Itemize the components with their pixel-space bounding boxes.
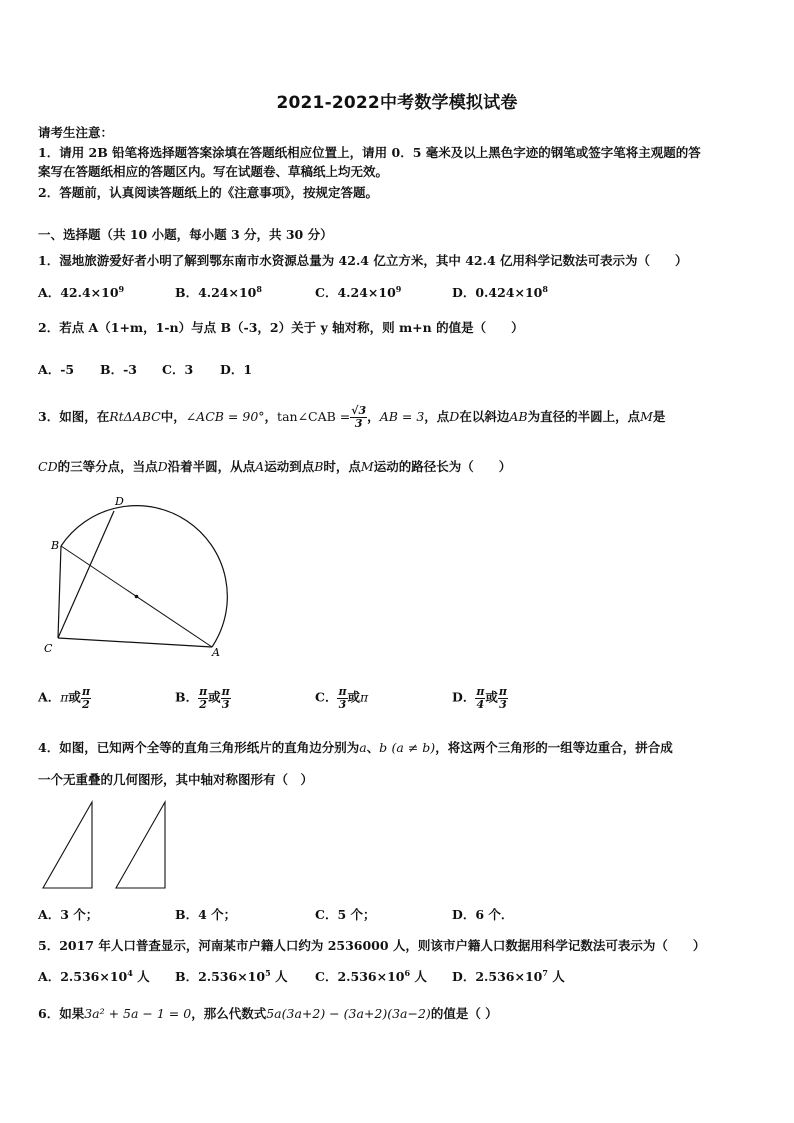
label-d: D: [115, 495, 124, 508]
q3-semicircle-figure: [38, 492, 238, 662]
question-1-stem: 1．湿地旅游爱好者小明了解到鄂东南市水资源总量为 42.4 亿立方米，其中 42.4 亿用科学记数法可表示为（ ）: [38, 253, 688, 268]
q3-option-b[interactable]: B． $\frac{\pi}{2}$ 或 $\frac{\pi}{3}$: [175, 685, 230, 711]
q3-option-a[interactable]: A．π或 $\frac{\pi}{2}$: [38, 685, 90, 711]
label-c: C: [44, 642, 53, 655]
q5-option-a[interactable]: A．$2.536\times 10^4$ 人: [38, 967, 150, 984]
q1-option-c[interactable]: C．$4.24\times 10^9$: [315, 283, 402, 300]
q4-option-d[interactable]: D．6 个．: [452, 907, 514, 922]
q2-option-a[interactable]: A．-5: [38, 362, 75, 377]
q1-option-a[interactable]: A．$42.4\times 10^9$: [38, 283, 125, 300]
segment-cd: [58, 511, 114, 638]
q3-option-d[interactable]: D． $\frac{\pi}{4}$ 或 $\frac{\pi}{3}$: [452, 685, 507, 711]
page-title: 2021-2022中考数学模拟试卷: [276, 93, 518, 113]
q4-option-b[interactable]: B．4 个；: [175, 907, 237, 922]
notice-item-2: 2．答题前，认真阅读答题纸上的《注意事项》，按规定答题。: [38, 185, 378, 200]
q5-option-b[interactable]: B．$2.536\times 10^5$ 人: [175, 967, 288, 984]
q1-option-d[interactable]: D．$0.424\times 10^8$: [452, 283, 548, 300]
question-4-stem-line1: 4．如图，已知两个全等的直角三角形纸片的直角边分别为a、b (a ≠ b)，将这两个三角形的一组等边重合，拼合成: [38, 740, 673, 755]
label-a: A: [212, 646, 220, 659]
question-2-stem: 2．若点 A（1+m，1-n）与点 B（-3，2）关于 y 轴对称，则 m+n 的值是（ ）: [38, 320, 524, 335]
question-4-stem-line2: 一个无重叠的几何图形，其中轴对称图形有（ ）: [38, 772, 314, 787]
q5-option-c[interactable]: C．$2.536\times 10^6$ 人: [315, 967, 427, 984]
notice-heading: 请考生注意：: [38, 125, 114, 140]
side-cb: [58, 546, 61, 638]
question-6-stem: 6．如果3a² + 5a − 1 = 0，那么代数式5a(3a+2) − (3a+2)(3a−2)的值是（ ）: [38, 1006, 498, 1021]
notice-item-1b: 案写在答题纸相应的答题区内。写在试题卷、草稿纸上均无效。: [38, 164, 389, 179]
side-ca: [58, 638, 212, 647]
q4-option-a[interactable]: A．3 个；: [38, 907, 99, 922]
section-heading: 一、选择题（共 10 小题，每小题 3 分，共 30 分）: [38, 227, 333, 242]
q5-option-d[interactable]: D．$2.536\times 10^7$ 人: [452, 967, 565, 984]
q1-option-b[interactable]: B．$4.24\times 10^8$: [175, 283, 262, 300]
question-3-stem-line1: 3．如图，在RtΔABC中，∠ACB = 90°，tan∠CAB = $\frac{√3}{3}$ ，AB = 3，点D在以斜边AB为直径的半圆上，点M是: [38, 404, 666, 430]
sqrt3-over-3-fraction: $\frac{√3}{3}$: [351, 404, 367, 430]
center-point: [135, 595, 139, 599]
q3-option-c[interactable]: C． $\frac{\pi}{3}$ 或π: [315, 685, 369, 711]
q4-triangles-figure: [40, 800, 180, 892]
q4-option-c[interactable]: C．5 个；: [315, 907, 376, 922]
q2-option-c[interactable]: C．3: [162, 362, 194, 377]
question-5-stem: 5．2017 年人口普查显示，河南某市户籍人口约为 2536000 人，则该市户籍人口数据用科学记数法可表示为（ ）: [38, 938, 706, 953]
q2-option-d[interactable]: D．1: [220, 362, 253, 377]
question-3-stem-line2: CD的三等分点，当点D沿着半圆，从点A运动到点B时，点M运动的路径长为（ ）: [38, 459, 512, 474]
triangle-right: [116, 802, 165, 888]
label-b: B: [51, 539, 60, 552]
triangle-left: [43, 802, 92, 888]
q2-option-b[interactable]: B．-3: [100, 362, 137, 377]
semicircle-arc: [61, 506, 227, 647]
notice-item-1a: 1．请用 2B 铅笔将选择题答案涂填在答题纸相应位置上，请用 0．5 毫米及以上黑色字迹的钢笔或签字笔将主观题的答: [38, 145, 701, 160]
